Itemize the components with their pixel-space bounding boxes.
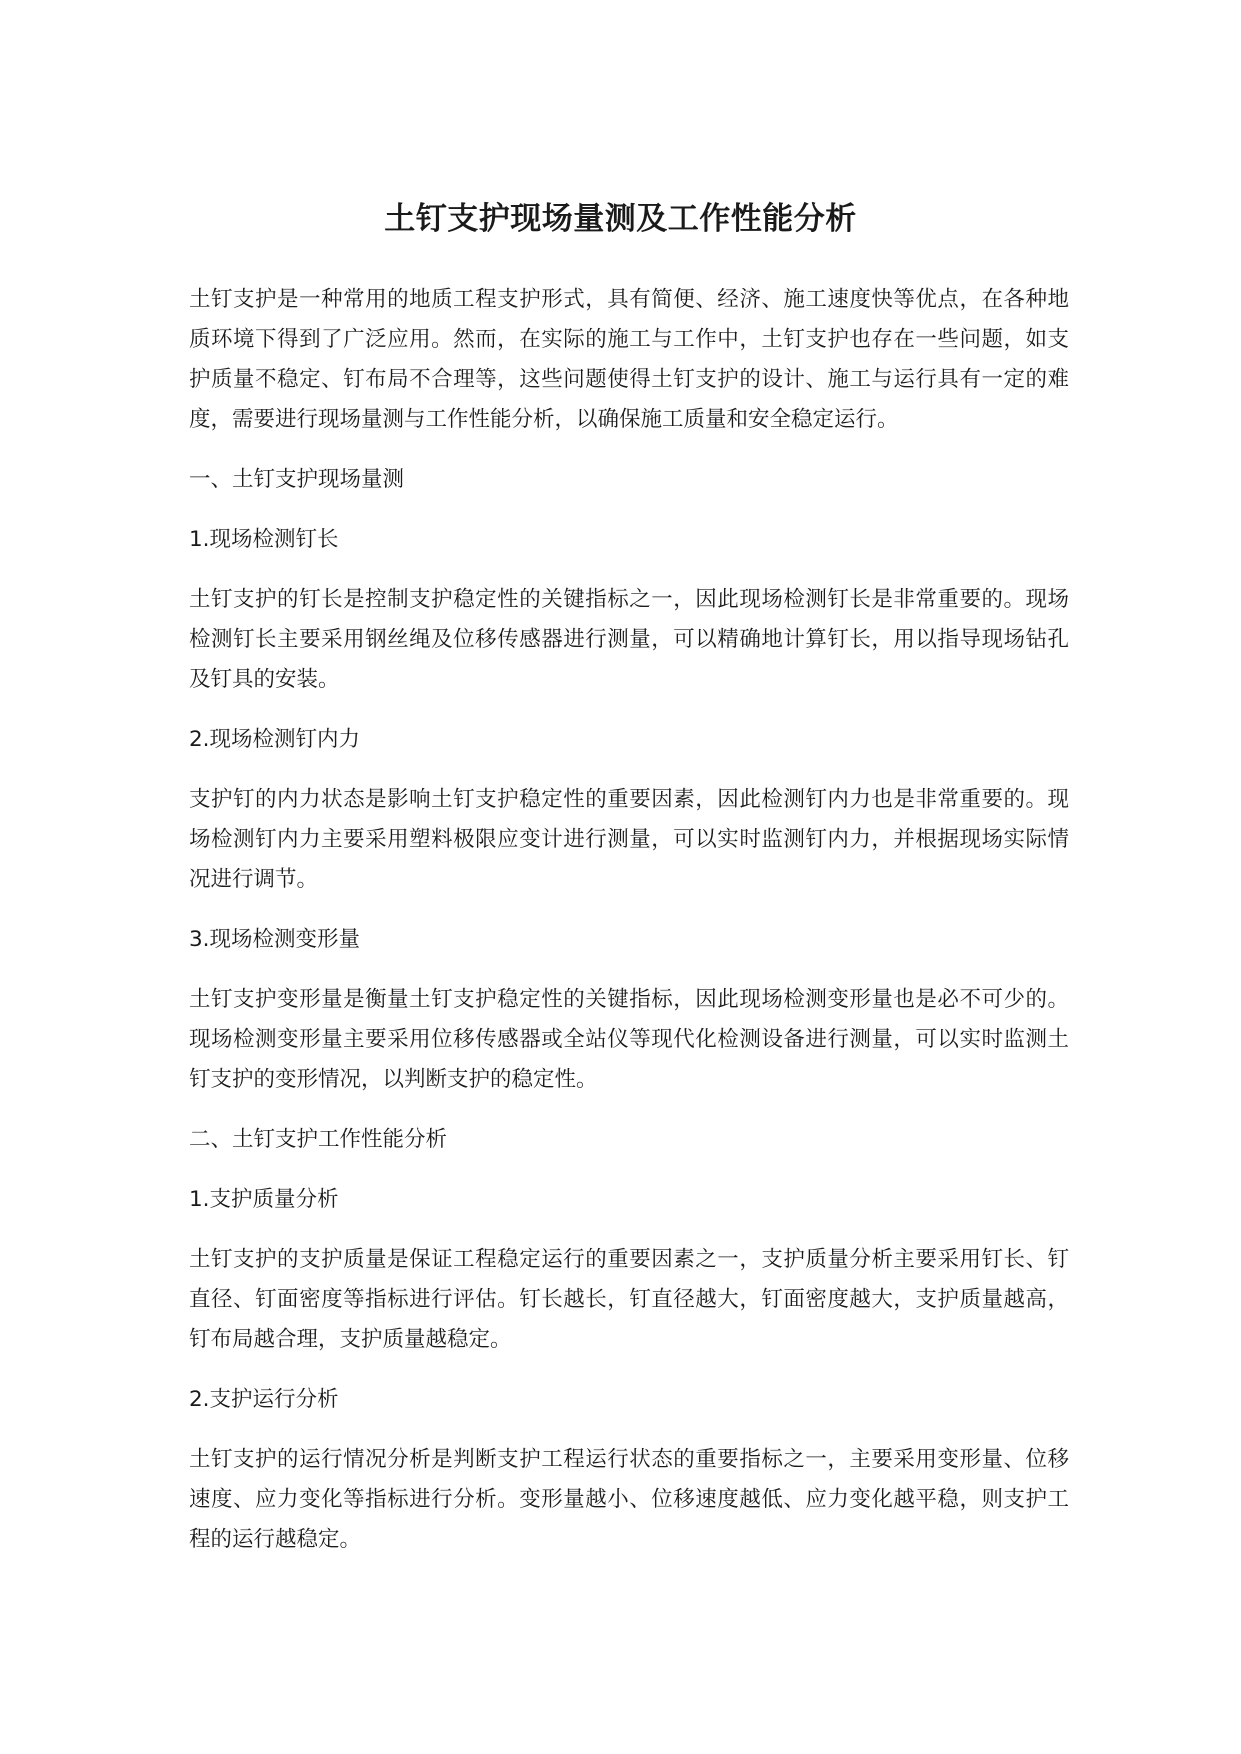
document-body: [189, 280, 1069, 1580]
document-title: 土钉支护现场量测及工作性能分析: [384, 200, 857, 237]
paragraph-support-quality: 土钉支护的支护质量是保证工程稳定运行的重要因素之一，支护质量分析主要采用钉长、钉直径、钉面密度等指标进行评估。钉长越长，钉直径越大，钉面密度越大，支护质量越高，钉布局越合理，支护质量越稳定。: [189, 1247, 1069, 1352]
paragraph-deformation: 土钉支护变形量是衡量土钉支护稳定性的关键指标，因此现场检测变形量也是必不可少的。现场检测变形量主要采用位移传感器或全站仪等现代化检测设备进行测量，可以实时监测土钉支护的变形情况，以判断支护的稳定性。: [189, 987, 1069, 1092]
subsection-heading-1-2: 2.现场检测钉内力: [189, 727, 361, 752]
section-heading-1: 一、土钉支护现场量测: [189, 467, 405, 492]
subsection-heading-2-2: 2.支护运行分析: [189, 1387, 339, 1412]
subsection-heading-1-3: 3.现场检测变形量: [189, 927, 361, 952]
paragraph-nail-force: 支护钉的内力状态是影响土钉支护稳定性的重要因素，因此检测钉内力也是非常重要的。现场检测钉内力主要采用塑料极限应变计进行测量，可以实时监测钉内力，并根据现场实际情况进行调节。: [189, 787, 1069, 892]
subsection-heading-1-1: 1.现场检测钉长: [189, 527, 339, 552]
paragraph-nail-length: 土钉支护的钉长是控制支护稳定性的关键指标之一，因此现场检测钉长是非常重要的。现场检测钉长主要采用钢丝绳及位移传感器进行测量，可以精确地计算钉长，用以指导现场钻孔及钉具的安装。: [189, 587, 1069, 692]
paragraph-support-operation: 土钉支护的运行情况分析是判断支护工程运行状态的重要指标之一，主要采用变形量、位移速度、应力变化等指标进行分析。变形量越小、位移速度越低、应力变化越平稳，则支护工程的运行越稳定。: [189, 1447, 1069, 1552]
intro-paragraph: 土钉支护是一种常用的地质工程支护形式，具有简便、经济、施工速度快等优点，在各种地质环境下得到了广泛应用。然而，在实际的施工与工作中，土钉支护也存在一些问题，如支护质量不稳定、钉布局不合理等，这些问题使得土钉支护的设计、施工与运行具有一定的难度，需要进行现场量测与工作性能分析，以确保施工质量和安全稳定运行。: [189, 287, 1069, 432]
section-heading-2: 二、土钉支护工作性能分析: [189, 1127, 448, 1152]
subsection-heading-2-1: 1.支护质量分析: [189, 1187, 339, 1212]
